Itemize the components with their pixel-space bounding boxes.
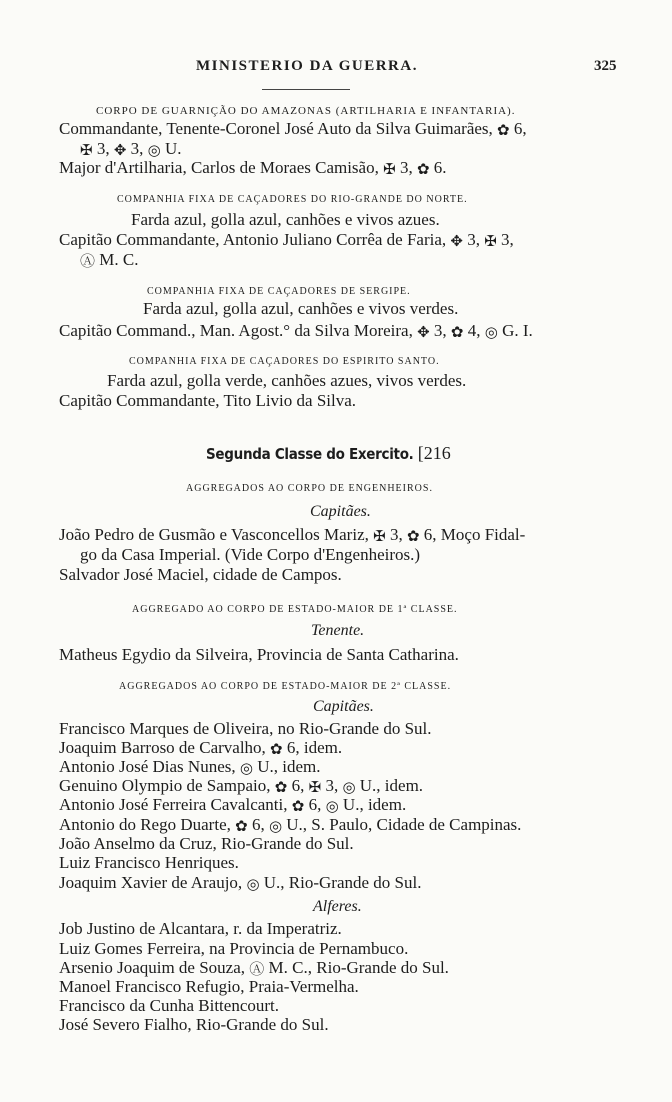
rosa-icon: ✿ [450, 325, 464, 341]
medal-u-icon: ◎ [246, 877, 260, 893]
medal-u-icon: ◎ [484, 325, 498, 341]
entry-rego-duarte: Antonio do Rego Duarte, ✿ 6, ◎ U., S. Paulo, Cidade de Campinas. [59, 815, 522, 835]
entry-gusmao: João Pedro de Gusmão e Vasconcellos Mariz, ✠ 3, ✿ 6, Moço Fidal- [59, 525, 526, 545]
entry-auto-silva-cont: ✠ 3, ✥ 3, ◎ U. [80, 139, 182, 159]
entry-sampaio: Genuino Olympio de Sampaio, ✿ 6, ✠ 3, ◎ U., idem. [59, 776, 424, 796]
medal-u-icon: ◎ [239, 761, 253, 777]
entry-alcantara: Job Justino de Alcantara, r. da Imperatriz. [59, 919, 342, 938]
rosa-icon: ✿ [270, 742, 283, 758]
entry-xavier: Joaquim Xavier de Araujo, ◎ U., Rio-Grande do Sul. [59, 873, 422, 893]
rank-tenente: Tenente. [311, 622, 365, 639]
entry-faria-cont: Ⓐ M. C. [80, 250, 139, 270]
heading-estado-maior-2: AGGREGADOS AO CORPO DE ESTADO-MAIOR DE 2ª CLASSE. [119, 681, 452, 692]
entry-cavalcanti: Antonio José Ferreira Cavalcanti, ✿ 6, ◎ U., idem. [59, 795, 407, 815]
heading-rn: COMPANHIA FIXA DE CAÇADORES DO RIO-GRANDE DO NORTE. [117, 194, 468, 205]
rank-alferes: Alferes. [313, 898, 362, 915]
rosa-icon: ✿ [274, 780, 288, 796]
rosa-icon: ✿ [235, 819, 248, 835]
cross-aviz-icon: ✥ [113, 143, 127, 159]
header-title: MINISTERIO DA GUERRA. [196, 58, 418, 74]
uniform-sergipe: Farda azul, golla azul, canhões e vivos verdes. [143, 299, 459, 318]
rosa-icon: ✿ [497, 123, 510, 139]
entry-refugio: Manoel Francisco Refugio, Praia-Vermelha. [59, 977, 359, 996]
entry-fialho: José Severo Fialho, Rio-Grande do Sul. [59, 1015, 329, 1034]
rosa-icon: ✿ [416, 162, 430, 178]
cross-cristo-icon: ✠ [373, 529, 386, 545]
cross-aviz-icon: ✥ [417, 325, 430, 341]
entry-anselmo: João Anselmo da Cruz, Rio-Grande do Sul. [59, 834, 354, 853]
running-header [0, 58, 672, 82]
entry-maciel: Salvador José Maciel, cidade de Campos. [59, 565, 342, 584]
entry-moreira: Capitão Command., Man. Agost.° da Silva Moreira, ✥ 3, ✿ 4, ◎ G. I. [59, 321, 533, 341]
medal-a-icon: Ⓐ [249, 962, 265, 978]
rosa-icon: ✿ [406, 529, 420, 545]
section-title: Segunda Classe do Exercito. [216 [206, 443, 451, 463]
entry-henriques: Luiz Francisco Henriques. [59, 853, 239, 872]
heading-espirito-santo: COMPANHIA FIXA DE CAÇADORES DO ESPIRITO SANTO. [129, 356, 440, 367]
heading-engenheiros: AGGREGADOS AO CORPO DE ENGENHEIROS. [186, 483, 433, 494]
heading-amazonas: CORPO DE GUARNIÇÃO DO AMAZONAS (ARTILHARIA E INFANTARIA). [96, 105, 516, 117]
medal-u-icon: ◎ [147, 143, 161, 159]
cross-cristo-icon: ✠ [484, 234, 497, 250]
entry-tito-livio: Capitão Commandante, Tito Livio da Silva. [59, 391, 357, 410]
medal-u-icon: ◎ [325, 799, 339, 815]
medal-u-icon: ◎ [342, 780, 356, 796]
entry-gomes-ferreira: Luiz Gomes Ferreira, na Provincia de Pernambuco. [59, 939, 409, 958]
medal-u-icon: ◎ [268, 819, 283, 835]
heading-sergipe: COMPANHIA FIXA DE CAÇADORES DE SERGIPE. [147, 286, 411, 297]
uniform-espirito-santo: Farda azul, golla verde, canhões azues, vivos verdes. [107, 371, 467, 390]
entry-souza: Arsenio Joaquim de Souza, Ⓐ M. C., Rio-Grande do Sul. [59, 958, 449, 978]
heading-estado-maior-1: AGGREGADO AO CORPO DE ESTADO-MAIOR DE 1ª CLASSE. [132, 604, 458, 615]
header-rule [262, 89, 350, 90]
rank-capitaes-2: Capitães. [313, 698, 374, 715]
medal-a-icon: Ⓐ [80, 254, 96, 270]
entry-marques: Francisco Marques de Oliveira, no Rio-Grande do Sul. [59, 719, 432, 738]
entry-barroso: Joaquim Barroso de Carvalho, ✿ 6, idem. [59, 738, 343, 758]
cross-aviz-icon: ✥ [450, 234, 463, 250]
entry-gusmao-cont: go da Casa Imperial. (Vide Corpo d'Engenheiros.) [80, 545, 421, 564]
cross-cristo-icon: ✠ [383, 162, 396, 178]
page-number: 325 [594, 58, 617, 74]
entry-dias-nunes: Antonio José Dias Nunes, ◎ U., idem. [59, 757, 321, 777]
uniform-rn: Farda azul, golla azul, canhões e vivos azues. [131, 210, 440, 229]
cross-cristo-icon: ✠ [308, 780, 322, 796]
rank-capitaes: Capitães. [310, 503, 371, 520]
rosa-icon: ✿ [291, 799, 305, 815]
entry-camisao: Major d'Artilharia, Carlos de Moraes Camisão, ✠ 3, ✿ 6. [59, 158, 447, 178]
entry-matheus: Matheus Egydio da Silveira, Provincia de Santa Catharina. [59, 645, 459, 664]
cross-cristo-icon: ✠ [80, 143, 93, 159]
entry-auto-silva: Commandante, Tenente-Coronel José Auto da Silva Guimarães, ✿ 6, [59, 119, 527, 139]
entry-faria: Capitão Commandante, Antonio Juliano Corrêa de Faria, ✥ 3, ✠ 3, [59, 230, 514, 250]
entry-bittencourt: Francisco da Cunha Bittencourt. [59, 996, 280, 1015]
